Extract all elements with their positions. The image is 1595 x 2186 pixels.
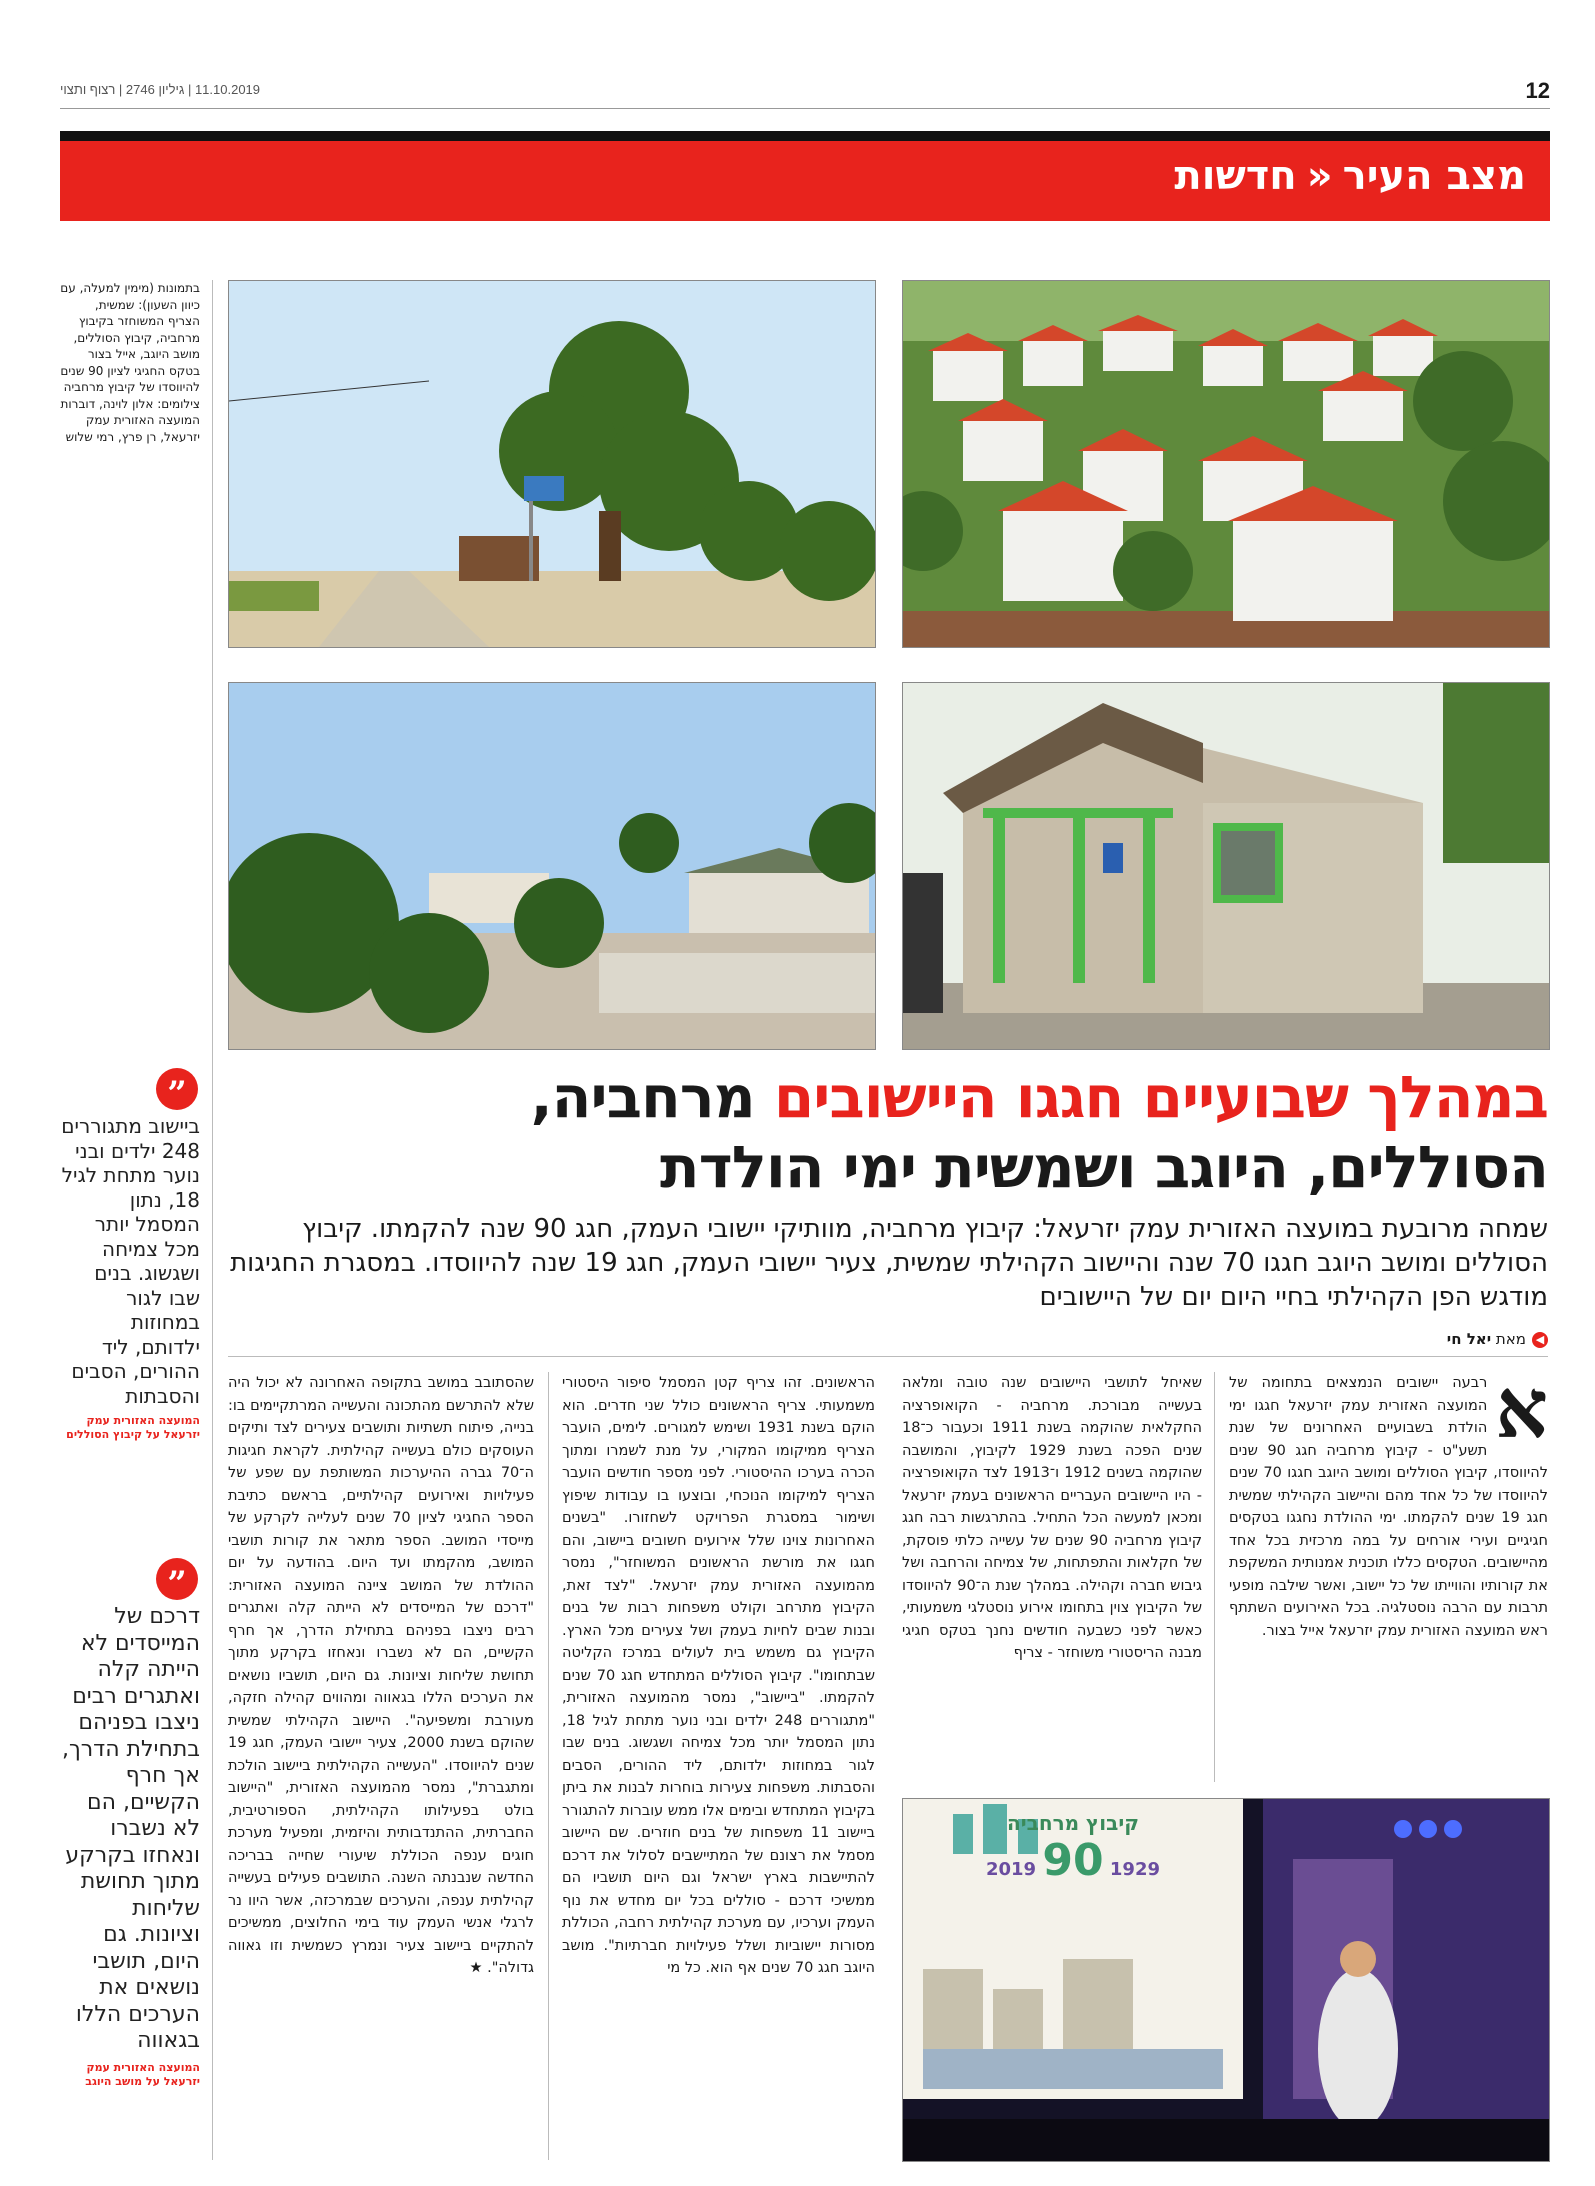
section-heading xyxy=(1174,153,1526,199)
headline xyxy=(228,1062,1548,1202)
article-column-4-text: שהסתובב במושב בתקופה האחרונה לא יכול היה שלא להתרשם מהתכונה והעשייה המרתקיימים בו: בנייה, פיתוח תשתיות ותושבים צעירים לצד ותיקים העוסקים כולם בעשייה קהילתית. לקראת חגיגות ה־70 גברה ההיערכות המשותפת עם שפע של פעילויות ואירועים קהילתיים, בראשם כתיבת הספר החגיגי לציון 70 שנים לעלייה לקרקע של מייסדי המושב. הספר מתאר את קורות תושבי המושב, מהקמתו ועד היום. בהודעה על יום ההולדת של המושב ציינה המועצה האזורית: "דרכם של המייסדים לא הייתה קלה ואתגרים רבים ניצבו בפניהם בתחילת הדרך, אך חרף הקשיים, הם לא נשברו ונאחזו בקרקע מתוך תחושת שליחות וציונות. גם היום, תושביו נושאים את הערכים הללו בגאווה ומהווים קהילה חזקה, מעורבת ומשפיעה". היישוב הקהילתי שמשית שהוקם בשנת 2000, צעיר יישובי העמק, חגג 19 שנים להיווסדו. "העשייה הקהילתית ביישוב הולכת ומתגברת", נמסר מהמועצה האזורית, "היישוב בולט בפעילותו הקהילתית, הספורטיבית, החברתית, ההתנדבותית והיזמית, ומפעיל מערכת חוגים ענפה הכוללת שיעורי שחייה בבריכה החדשה שנבנתה השנה. התושבים פעילים בעשייה קהילתית ענפה, והערכים שבמרכזה, אשר היוו נר לרגלי אנשי העמק עוד בימי החלוצים, ממשיכים להתקיים ביישוב צעיר ונמרץ כשמשית וזו גאווה גדולה". ★ xyxy=(228,1375,534,1976)
photo-restored-hut xyxy=(902,682,1550,1050)
article-column-3 xyxy=(562,1372,875,2152)
quote-mark-icon: ” xyxy=(156,1558,198,1600)
photo-merhavia-entrance-illustration xyxy=(229,281,875,647)
photo-anniversary: 90 xyxy=(1042,1835,1104,1886)
sidebar-rule xyxy=(212,280,213,2160)
pull-quote-2 xyxy=(60,1604,200,2089)
photo-merhavia-ceremony xyxy=(902,1798,1550,2162)
issue-info: 11.10.2019 | גיליון 2746 | רצוף ותצוי xyxy=(60,82,261,97)
section-title: מצב העיר xyxy=(1342,153,1526,199)
byline-prefix: מאת xyxy=(1495,1330,1526,1348)
column-rule xyxy=(1214,1372,1215,1782)
photo-caption xyxy=(60,280,200,445)
folio-rule xyxy=(60,108,1550,109)
headline-red-part: במהלך שבועיים חגגו היישובים xyxy=(773,1063,1548,1131)
folio xyxy=(60,78,1550,108)
quote-mark-icon: ” xyxy=(156,1068,198,1110)
column-rule xyxy=(548,1372,549,2160)
article-column-3-text: הראשונים. זהו צריף קטן המסמל סיפור היסטורי משמעותי. צריף הראשונים כולל שני חדרים. הוא הוקם בשנת 1931 ושימש למגורים. לימים, הועבר הצריף ממיקומו המקורי, על מנת לשמרו ומתוך הכרה בערכו ההיסטורי. לפני מספר חודשים הועבר הצריף למיקומו הנוכחי, ובוצעו בו עבודות שיפוץ ושימור במסגרת הפרויקט לשחזורו. "בשנים האחרונות צוינו שלל אירועים חשובים ביישוב, והם חגגו את מורשת הראשונים המשוחזר", נמסר מהמועצה האזורית עמק יזרעאל. "לצד זאת, הקיבוץ מתרחב וקולט משפחות רבות של בנים ובנות שבים לחיות בעמק ושל צעירים מכל הארץ. הקיבוץ גם משמש בית לעולים במרכז הקליטה שבתחומו". קיבוץ הסוללים המתחדש חגג 70 שנים להקמתו. "ביישוב", נמסר מהמועצה האזורית, "מתגוררים 248 ילדים ובני נוער מתחת לגיל 18, נתון המסמל יותר מכל צמיחה ושגשוג. בנים שבו לגור במחוזות ילדותם, ליד ההורים, הסבים והסבתות. משפחות צעירות בוחרות לבנות את ביתן בקיבוץ המתחדש ובימים אלו ממש עוברות להתגורר ביישוב 11 משפחות של בנים חוזרים. שם היישוב מסמל את רצונם של המתיישבים לסלול את דרכם להתיישבות בארץ ישראל וגם היום תושביו הם ממשיכי דרכם - סוללים בכל יום מחדש את נוף העמק וערכיו, עם מערכת קהילתית רחבה, הכוללת מסורות יישוביות ושלל פעילויות חברתיות". מושב היוגב חגג 70 שנים אף הוא. כל מי xyxy=(562,1375,875,1976)
chevron-separator-icon: « xyxy=(1306,153,1333,199)
photo-logo-text: קיבוץ מרחביה xyxy=(1007,1811,1139,1835)
byline-author: יאל חי xyxy=(1446,1330,1492,1348)
photo-shimshit-houses xyxy=(902,280,1550,648)
section-top-bar xyxy=(60,131,1550,141)
photo-restored-hut-illustration xyxy=(903,683,1549,1049)
byline xyxy=(228,1330,1548,1348)
byline-rule xyxy=(228,1356,1548,1357)
caption-text: בתמונות (מימין למעלה, עם כיוון השעון): שמשית, הצריף המשוחזר בקיבוץ מרחביה, קיבוץ הסוללים, מושב היוגב, אייל בצור בטקס החגיגי לציון 90 שנים להיווסדו של קיבוץ מרחביה xyxy=(60,281,200,394)
photo-year-end: 1929 xyxy=(1109,1859,1160,1880)
photo-hasolelim-illustration xyxy=(229,683,875,1049)
pull-quote-1-credit: המועצה האזורית עמק יזרעאל על קיבוץ הסוללים xyxy=(66,1414,200,1441)
section-subtitle: חדשות xyxy=(1174,153,1297,199)
article-column-2 xyxy=(902,1372,1202,1782)
article-column-2-text: שאיחל לתושבי היישובים שנה טובה ומלאה בעשייה מבורכת. מרחביה - הקואופרציה החקלאית שהוקמה בשנת 1911 וכעבור כ־18 שנים הפכה בשנת 1929 לקיבוץ, והמושבה שהוקמה בשנים 1912 ו־1913 לצד הקואופרציה - היו היישובים העבריים הראשונים בעמק יזרעאל ומכאן למעשה הכל התחיל. בהתרגשות רבה חגג קיבוץ מרחביה 90 שנים של עשייה כלתי פוסקת, של חקלאות והתפתחות, של צמיחה והרחבה ושל גיבוש חברה וקהילה. במהלך שנת ה־90 להיווסדו של הקיבוץ צוין בתחומו אירוע נוסטלגי משמעותי, כאשר לפני כשבעה חודשים נחנך בטקס חגיגי מבנה הריסטורי משוחזר - צריף xyxy=(902,1375,1202,1661)
photo-merhavia-entrance xyxy=(228,280,876,648)
photo-hasolelim xyxy=(228,682,876,1050)
article-column-4 xyxy=(228,1372,534,2152)
headline-line-2: הסוללים, היוגב ושמשית ימי הולדת xyxy=(660,1133,1548,1201)
article-column-1 xyxy=(1229,1372,1548,1782)
page-number: 12 xyxy=(1525,78,1550,103)
photo-shimshit-illustration xyxy=(903,281,1549,647)
section-band xyxy=(60,141,1550,221)
pull-quote-1 xyxy=(60,1114,200,1442)
headline-line-1 xyxy=(228,1062,1548,1132)
article-column-1-text: רבעה יישובים הנמצאים בתחומה של המועצה האזורית עמק יזרעאל חגגו ימי הולדת בשבועיים האחרונים של שנת תשע"ט - קיבוץ מרחביה חגג 90 שנים להיווסדו, קיבוץ הסוללים ומושב היוגב חגגו 70 שנים להיווסדו של כל אחד מהם והיישוב הקהילתי שמשית חגג 19 שנים להקמתו. ימי ההולדת נחגגו בטקסים חגיגיים ועירי אורחים על במה מרכזית בכל אחד מהיישובים. הטקסים כללו תוכנית אמנותית המשקפת את קורותיו והווייתו של כל יישוב, ואשר שילבה מופעי תרבות עם הרבה נוסטלגיה. בכל האירועים השתתף ראש המועצה האזורית עמק יזרעאל אייל בצור. xyxy=(1229,1375,1548,1639)
byline-arrow-icon: ◀ xyxy=(1532,1332,1548,1348)
dropcap: א xyxy=(1495,1372,1548,1457)
photo-year-start: 2019 xyxy=(985,1859,1037,1880)
pull-quote-1-text: ביישוב מתגוררים 248 ילדים ובני נוער מתחת לגיל 18, נתון המסמל יותר מכל צמיחה ושגשוג. בנים שבו לגור במחוזות ילדותם, ליד ההורים, הסבים והסבתות xyxy=(61,1114,200,1408)
photo-logo xyxy=(963,1811,1183,1886)
pull-quote-2-text: דרכם של המייסדים לא הייתה קלה ואתגרים רבים ניצבו בפניהם בתחילת הדרך, אך חרף הקשיים, הם לא נשברו ונאחזו בקרקע מתוך תחושת שליחות וציונות. גם היום, תושבי נושאים את הערכים הללו בגאווה xyxy=(61,1604,200,2053)
subhead: שמחה מרובעת במועצה האזורית עמק יזרעאל: קיבוץ מרחביה, מוותיקי יישובי העמק, חגג 90 שנה להקמתו. קיבוץ הסוללים ומושב היוגב חגגו 70 שנה והיישוב הקהילתי שמשית, צעיר יישובי העמק, חגג 19 שנה להיווסדו. במסגרת החגיגות מודגש הפן הקהילתי בחיי היום יום של היישובים xyxy=(230,1214,1548,1312)
pull-quote-2-credit: המועצה האזורית עמק יזרעאל על מושב היוגב xyxy=(85,2060,200,2088)
photo-logo-years xyxy=(963,1835,1183,1886)
headline-black-part: מרחביה, xyxy=(530,1063,755,1131)
caption-credit: צילומים: אלון לוינה, דוברות המועצה האזורית עמק יזרעאל, רן פרץ, רמי שלוש xyxy=(60,396,200,444)
